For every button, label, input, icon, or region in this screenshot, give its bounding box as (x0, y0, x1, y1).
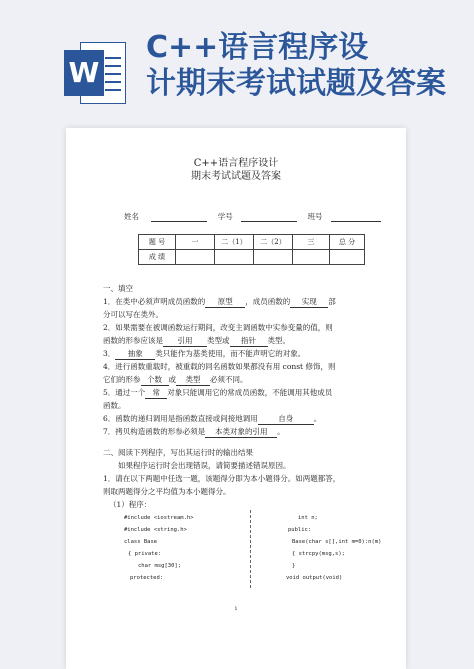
answer-blank[interactable]: 类型 (176, 375, 210, 386)
code-line: Base(char s[],int m=0):n(m) (292, 539, 382, 545)
code-line: void output(void) (286, 575, 343, 581)
code-line: #include <string.h> (124, 527, 187, 533)
score-header-cell: 题 号 (139, 235, 176, 250)
code-line: class Base (124, 539, 158, 545)
question-4-cont: 它们的形参 个数 或 类型 必须不同。 (103, 375, 248, 384)
score-cell[interactable] (293, 250, 330, 265)
answer-blank[interactable]: 常 (145, 388, 167, 399)
score-table-header (139, 235, 365, 250)
banner (0, 0, 474, 128)
answer-blank[interactable]: 指针 (230, 336, 268, 347)
name-label: 姓名 (124, 212, 139, 221)
score-header-cell: 三 (293, 235, 330, 250)
score-header-cell: 总 分 (330, 235, 365, 250)
word-document-icon: W (64, 42, 128, 104)
score-header-cell: 二（2） (254, 235, 293, 250)
answer-blank[interactable]: 抽象 (115, 349, 155, 360)
code-left-column (124, 512, 194, 584)
score-cell[interactable] (176, 250, 215, 265)
banner-title-line1: C++语言程序设 (146, 30, 369, 65)
banner-title-line2: 计期末考试试题及答案 (146, 66, 446, 101)
score-cell[interactable] (330, 250, 365, 265)
code-divider (250, 510, 251, 588)
question-4: 4．进行函数重载时，被重载的同名函数如果都没有用 const 修饰，则 (103, 362, 336, 371)
score-table-row (139, 250, 365, 265)
question-1-cont: 分可以写在类外。 (103, 310, 163, 319)
section2-instruction: 1．请在以下两题中任选一题，该题得分即为本小题得分。如两题都答， (103, 474, 341, 483)
section-reading (103, 446, 373, 511)
code-line: } (292, 563, 296, 569)
section2-heading: 二、阅读下列程序，写出其运行时的输出结果 (103, 448, 253, 457)
class-label: 班号 (307, 212, 323, 221)
banner-title (146, 30, 474, 102)
code-line: int n; (298, 515, 318, 521)
page-number: 1 (234, 606, 238, 612)
answer-blank[interactable]: 个数 (141, 375, 169, 386)
section-fill-in (103, 282, 373, 438)
code-line: char msg[30]; (138, 563, 182, 569)
question-2-cont: 函数的形参应该是 引用 类型或 指针 类型。 (103, 336, 290, 345)
name-field[interactable] (151, 212, 207, 222)
code-line: { private: (128, 551, 162, 557)
code-line: public: (288, 527, 312, 533)
answer-blank[interactable]: 引用 (163, 336, 207, 347)
doc-title: C++语言程序设计 (193, 158, 279, 169)
question-5: 5．通过一个 常 对象只能调用它的常成员函数，不能调用其他成员 (103, 388, 333, 397)
answer-blank[interactable]: 实现 (290, 297, 328, 308)
code-right-column (282, 512, 381, 584)
question-2: 2．如果需要在被调函数运行期间，改变主调函数中实参变量的值，则 (103, 323, 333, 332)
question-5-cont: 函数。 (103, 401, 126, 410)
section2-instruction: 则取两题得分之平均值为本小题得分。 (103, 487, 231, 496)
question-6: 6．函数的递归调用是指函数直接或间接地调用 自身 。 (103, 414, 322, 423)
question-1: 1．在类中必须声明成员函数的 原型 ，成员函数的 实现 部 (103, 297, 336, 306)
code-line: { strcpy(msg,s); (292, 551, 345, 557)
document-page (66, 128, 406, 669)
score-row-label: 成 绩 (139, 250, 176, 265)
answer-blank[interactable]: 本类对象的引用 (205, 427, 277, 438)
student-id-label: 学号 (217, 212, 233, 221)
class-field[interactable] (331, 212, 381, 222)
student-id-field[interactable] (241, 212, 297, 222)
code-line: protected: (130, 575, 164, 581)
code-line: #include <iostream.h> (124, 515, 194, 521)
score-cell[interactable] (254, 250, 293, 265)
doc-subtitle: 期末考试试题及答案 (191, 171, 281, 182)
program-label: （1）程序： (109, 500, 152, 509)
score-cell[interactable] (215, 250, 254, 265)
score-header-cell: 二（1） (215, 235, 254, 250)
student-info-row (124, 212, 381, 222)
question-7: 7．拷贝构造函数的形参必须是 本类对象的引用 。 (103, 427, 285, 436)
section2-instruction: 如果程序运行时会出现错误，请简要描述错误原因。 (118, 461, 291, 470)
answer-blank[interactable]: 原型 (205, 297, 245, 308)
score-table (138, 234, 365, 265)
question-3: 3． 抽象 类只能作为基类使用，而不能声明它的对象。 (103, 349, 306, 358)
score-header-cell: 一 (176, 235, 215, 250)
section1-heading: 一、填空 (103, 284, 133, 293)
answer-blank[interactable]: 自身 (258, 414, 314, 425)
